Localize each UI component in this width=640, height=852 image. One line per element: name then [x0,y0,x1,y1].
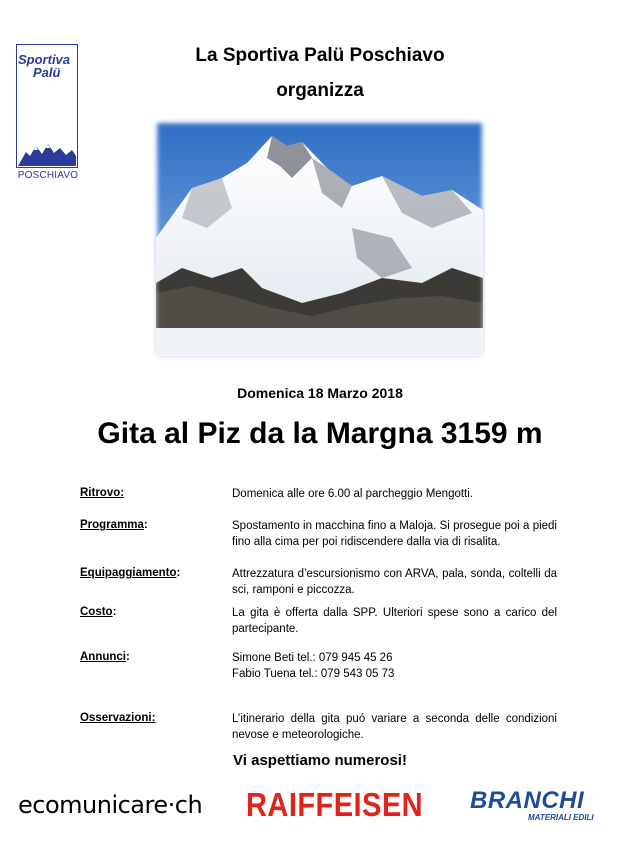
branchi-subtitle: MATERIALI EDILI [528,813,594,822]
programma-label: Programma [80,519,144,531]
costo-label-group [80,606,116,618]
sponsor-raiffeisen-logo: RAIFFEISEN [246,786,424,823]
programma-colon: : [143,519,148,531]
equipaggiamento-label-group [80,567,180,579]
annunci-label: Annunci [80,651,126,663]
closing-line: Vi aspettiamo numerosi! [233,752,407,769]
logo-text-line2: Palü [33,65,61,80]
organizer-name: La Sportiva Palü Poschiavo [195,45,445,66]
club-logo [16,44,80,180]
mountain-photo [152,118,487,360]
costo-label: Costo [80,606,113,618]
programma-value: Spostamento in macchina fino a Maloja. Si prosegue poi a piedi fino alla cima per poi ridiscendere dalla via di risalita. [232,520,557,548]
ritrovo-value: Domenica alle ore 6.00 al parcheggio Mengotti. [232,488,474,500]
annunci-contact-1: Simone Beti tel.: 079 945 45 26 [232,652,393,664]
costo-value: La gita è offerta dalla SPP. Ulteriori spese sono a carico del partecipante. [232,607,557,635]
costo-colon: : [112,606,117,618]
event-date: Domenica 18 Marzo 2018 [237,385,403,401]
osservazioni-value: L’itinerario della gita puó variare a seconda delle condizioni nevose e meteorologiche. [232,713,557,741]
logo-mountains-icon [18,140,76,166]
logo-text-line1: Sportiva [18,52,71,67]
osservazioni-label: Osservazioni: [80,712,156,724]
sponsor-ecomunicare-logo: ecomunicare·ch [18,791,203,819]
programma-label-group [80,519,148,531]
equipaggiamento-label: Equipaggiamento [80,567,177,579]
annunci-label-group [80,651,130,663]
organizer-verb: organizza [276,80,364,101]
annunci-contact-2: Fabio Tuena tel.: 079 543 05 73 [232,668,395,680]
branchi-name: BRANCHI [470,787,585,814]
equipaggiamento-value: Attrezzatura d’escursionismo con ARVA, pala, sonda, coltelli da sci, ramponi e piccozza. [232,568,557,596]
equipaggiamento-colon: : [176,567,181,579]
sponsor-branchi-logo [470,787,594,822]
logo-town: POSCHIAVO [17,170,79,181]
ritrovo-label: Ritrovo: [80,487,125,499]
annunci-colon: : [126,651,130,663]
event-title: Gita al Piz da la Margna 3159 m [97,417,543,450]
